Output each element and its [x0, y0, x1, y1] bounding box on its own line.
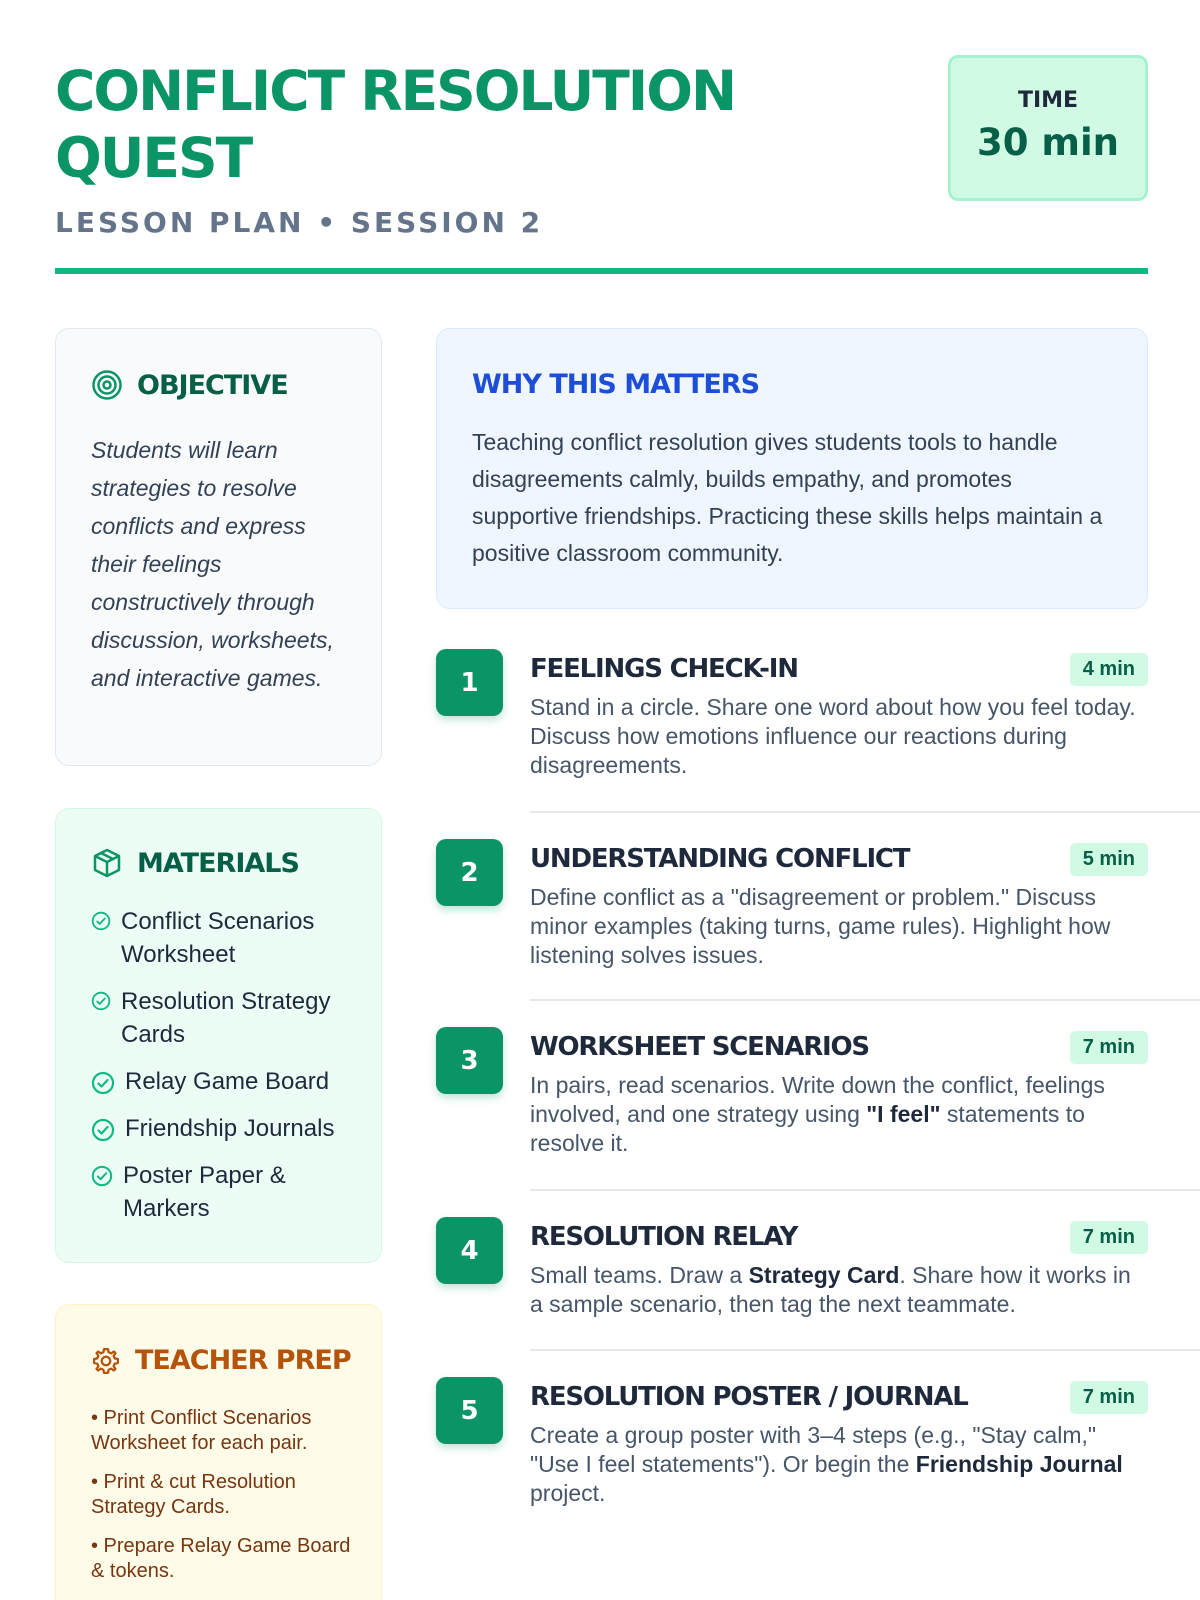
step-title: RESOLUTION POSTER / JOURNAL [530, 1382, 968, 1412]
check-circle-icon [91, 1165, 113, 1187]
step-description [530, 1421, 1148, 1508]
step-divider [530, 811, 1200, 813]
list-item: • Prepare Relay Game Board & tokens. [91, 1535, 351, 1582]
step-2 [436, 839, 1148, 970]
step-title: RESOLUTION RELAY [530, 1222, 798, 1252]
step-description-text: Create a group poster with 3–4 steps (e.g., "Stay calm," "Use I feel statements"). Or begin the [530, 1422, 1097, 1477]
step-5 [436, 1377, 1148, 1508]
why-title: WHY THIS MATTERS [472, 369, 760, 400]
step-duration-badge: 7 min [1070, 1031, 1148, 1064]
check-circle-icon [91, 991, 111, 1011]
check-circle-icon [91, 1071, 115, 1095]
step-title: FEELINGS CHECK-IN [530, 654, 798, 684]
step-description-emphasis: "I feel" [866, 1101, 941, 1127]
step-number: 5 [436, 1377, 503, 1444]
step-4 [436, 1217, 1148, 1319]
list-item: • Print & cut Resolution Strategy Cards. [91, 1471, 296, 1518]
step-description-text: project. [530, 1480, 606, 1506]
material-label: Relay Game Board [125, 1068, 330, 1095]
step-number: 1 [436, 649, 503, 716]
step-divider [530, 1349, 1200, 1351]
list-item: • Print Conflict Scenarios Worksheet for each pair. [91, 1407, 312, 1454]
time-badge [948, 55, 1148, 201]
step-description-text: Stand in a circle. Share one word about how you feel today. Discuss how emotions influence our reactions during disagreements. [530, 694, 1136, 778]
materials-card [55, 808, 382, 1263]
step-duration-badge: 7 min [1070, 1381, 1148, 1414]
why-this-matters-card [436, 328, 1148, 609]
time-label: TIME [1017, 88, 1079, 113]
step-number: 3 [436, 1027, 503, 1094]
page-subtitle: LESSON PLAN • SESSION 2 [55, 206, 544, 239]
step-number: 2 [436, 839, 503, 906]
gear-icon [91, 1346, 121, 1376]
list-item [91, 985, 359, 1051]
list-item [91, 1112, 359, 1145]
material-label: Poster Paper & Markers [123, 1162, 286, 1222]
check-circle-icon [91, 1118, 115, 1142]
step-duration-badge: 5 min [1070, 843, 1148, 876]
step-3 [436, 1027, 1148, 1158]
step-duration-badge: 4 min [1070, 653, 1148, 686]
step-description-emphasis: Friendship Journal [915, 1451, 1123, 1477]
header [55, 58, 1148, 239]
objective-title: OBJECTIVE [137, 369, 288, 401]
time-value: 30 min [977, 121, 1119, 164]
material-label: Friendship Journals [125, 1115, 335, 1142]
step-description [530, 693, 1148, 780]
list-item [91, 1159, 359, 1225]
material-label: Resolution Strategy Cards [121, 988, 331, 1048]
list-item [91, 905, 359, 971]
materials-list [91, 905, 359, 1225]
prep-list [91, 1406, 361, 1584]
step-description-text: . Share how it works in a sample scenario, then tag the next teammate. [530, 1262, 1131, 1317]
why-text: Teaching conflict resolution gives students tools to handle disagreements calmly, builds empathy, and promotes supportive friendships. Practicing these skills helps maintain a positive classroom community. [472, 429, 1103, 566]
check-circle-icon [91, 911, 111, 931]
objective-card [55, 328, 382, 766]
step-description-emphasis: Strategy Card [748, 1262, 900, 1288]
step-divider [530, 999, 1200, 1001]
step-description-text: Small teams. Draw a [530, 1262, 749, 1288]
step-description-text: Define conflict as a "disagreement or problem." Discuss minor examples (taking turns, game rules). Highlight how listening solves issues. [530, 884, 1111, 968]
step-description-text: statements to resolve it. [530, 1101, 1085, 1156]
step-title: WORKSHEET SCENARIOS [530, 1032, 869, 1062]
step-title: UNDERSTANDING CONFLICT [530, 844, 910, 874]
step-duration-badge: 7 min [1070, 1221, 1148, 1254]
objective-text: Students will learn strategies to resolve conflicts and express their feelings constructively through discussion, worksheets, and interactive games. [91, 437, 334, 691]
list-item [91, 1065, 359, 1098]
step-number: 4 [436, 1217, 503, 1284]
box-icon [91, 847, 123, 879]
step-description [530, 883, 1148, 970]
teacher-prep-card [55, 1304, 382, 1600]
target-icon [91, 369, 123, 401]
step-description [530, 1261, 1148, 1319]
teacher-prep-title: TEACHER PREP [135, 1345, 351, 1376]
step-1 [436, 649, 1148, 780]
materials-title: MATERIALS [137, 847, 299, 879]
page-title: CONFLICT RESOLUTION QUEST [55, 59, 736, 190]
step-description-text: In pairs, read scenarios. Write down the conflict, feelings involved, and one strategy using [530, 1072, 1105, 1127]
step-description [530, 1071, 1148, 1158]
header-divider [55, 268, 1148, 274]
step-divider [530, 1189, 1200, 1191]
material-label: Conflict Scenarios Worksheet [121, 908, 315, 968]
